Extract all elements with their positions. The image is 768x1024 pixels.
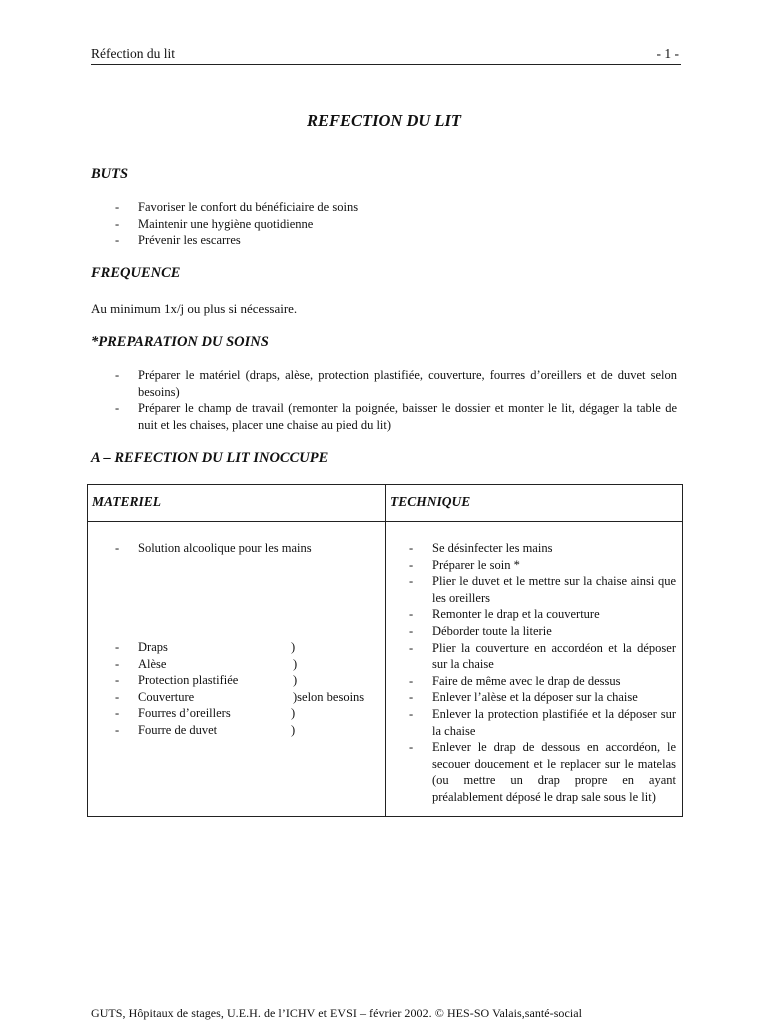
list-item: - Remonter le drap et la couverture xyxy=(409,607,600,622)
list-item: - Préparer le champ de travail (remonter la poignée, baisser le dossier et monter le lit, dégager la table de nuit et les chaises, placer une chaise au pied du lit) xyxy=(115,401,677,432)
page-header xyxy=(91,45,681,65)
list-item: - Maintenir une hygiène quotidienne xyxy=(115,216,314,231)
preparation-list xyxy=(115,367,677,433)
list-item: - Enlever le drap de dessous en accordéon, le secouer doucement et le replacer sur le matelas (ou mettre un drap propre en ayant préalablement déposé le drap sale sous le lit) xyxy=(409,740,676,804)
table-header-materiel: MATERIEL xyxy=(88,485,386,522)
section-heading-preparation: *PREPARATION DU SOINS xyxy=(91,334,269,350)
list-item: - Déborder toute la literie xyxy=(409,623,552,638)
page-footer: GUTS, Hôpitaux de stages, U.E.H. de l’ICHV et EVSI – février 2002. © HES-SO Valais,santé-social xyxy=(91,1006,583,1020)
technique-cell xyxy=(386,522,683,817)
list-item: - Couverture )selon besoins xyxy=(115,689,365,704)
materiel-first-list xyxy=(115,540,380,557)
list-item: - Fourre de duvet ) xyxy=(115,722,296,737)
section-heading-buts: BUTS xyxy=(91,166,129,182)
list-item: - Se désinfecter les mains xyxy=(409,541,553,555)
materiel-list xyxy=(115,639,380,739)
list-item: - Enlever la protection plastifiée et la déposer sur la chaise xyxy=(409,706,676,738)
list-item: - Protection plastifiée ) xyxy=(115,673,298,688)
section-heading-frequence: FREQUENCE xyxy=(91,265,181,281)
buts-list xyxy=(115,199,675,249)
list-item: - Plier la couverture en accordéon et la déposer sur la chaise xyxy=(409,640,676,672)
list-item: - Draps ) xyxy=(115,640,296,654)
section-heading-a: A – REFECTION DU LIT INOCCUPE xyxy=(91,450,329,466)
materiel-technique-table xyxy=(87,484,683,817)
materiel-cell xyxy=(88,522,386,817)
list-item: - Faire de même avec le drap de dessus xyxy=(409,673,621,688)
list-item: - Solution alcoolique pour les mains xyxy=(115,541,312,555)
list-item: - Enlever l’alèse et la déposer sur la chaise xyxy=(409,690,638,705)
document-title: REFECTION DU LIT xyxy=(306,111,462,130)
list-item: - Alèse ) xyxy=(115,656,298,671)
header-title: Réfection du lit xyxy=(91,46,175,61)
table-header-technique: TECHNIQUE xyxy=(386,485,683,522)
list-item: - Plier le duvet et le mettre sur la chaise ainsi que les oreillers xyxy=(409,574,676,605)
list-item: - Prévenir les escarres xyxy=(115,233,241,248)
list-item: - Fourres d’oreillers ) xyxy=(115,706,296,721)
list-item: - Favoriser le confort du bénéficiaire de soins xyxy=(115,200,359,214)
list-item: - Préparer le matériel (draps, alèse, protection plastifiée, couverture, fourres d’oreillers et de duvet selon besoins) xyxy=(115,368,677,399)
page-number: - 1 - xyxy=(656,46,679,61)
frequence-text: Au minimum 1x/j ou plus si nécessaire. xyxy=(91,301,298,316)
technique-list xyxy=(409,540,676,806)
list-item: - Préparer le soin * xyxy=(409,557,520,572)
